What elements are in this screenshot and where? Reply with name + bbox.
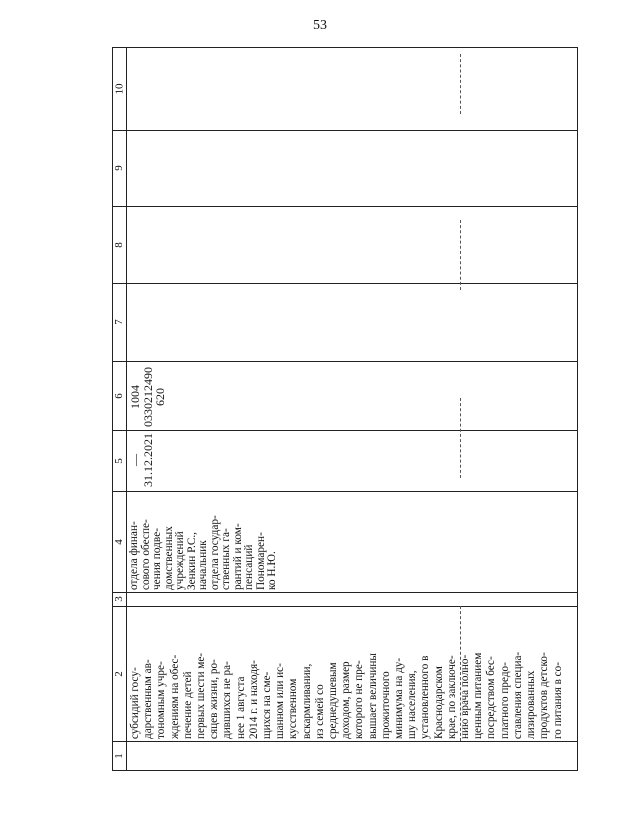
column-header-10: 10 xyxy=(113,83,125,94)
cell-col6-line: 0330212490 xyxy=(140,367,155,427)
cell-col2-line: установленного в xyxy=(419,655,432,739)
cell-col2-line: прожиточного xyxy=(379,671,392,739)
cell-col4-line: начальник xyxy=(197,540,209,590)
column-header-4: 4 xyxy=(113,538,125,545)
page-break-mark xyxy=(460,54,461,114)
cell-col2-line: 2014 г. и находя- xyxy=(247,660,260,739)
row-divider-7 xyxy=(112,361,578,362)
cell-col2-line: нее 1 августа xyxy=(234,676,247,739)
page-number: 53 xyxy=(313,18,327,33)
cell-col2-line: первых шести ме- xyxy=(195,652,208,739)
cell-col2-line: ждениям на обес- xyxy=(168,654,181,739)
cell-col4-line: отдела финан- xyxy=(128,521,140,590)
column-header-8: 8 xyxy=(113,241,125,248)
cell-col2-line: го питания в со- xyxy=(551,662,564,739)
header-row-divider xyxy=(126,47,127,771)
cell-col4-line: пенсаций xyxy=(243,544,255,590)
cell-col2-line: платного предо- xyxy=(498,662,511,739)
cell-col2-line: вышает величины xyxy=(366,653,379,739)
cell-col2-line: дившихся не ра- xyxy=(221,661,234,739)
cell-col6-line: 620 xyxy=(153,388,167,406)
cell-col4-line: Зенкин Р.С., xyxy=(185,531,198,590)
cell-col2-line: лизированных xyxy=(525,670,538,739)
cell-col2-line: сяцев жизни, ро- xyxy=(208,659,221,739)
row-divider-9 xyxy=(112,206,578,207)
cell-col4-line: домственных xyxy=(162,526,175,590)
cell-col4-line: ко Н.Ю. xyxy=(266,551,278,590)
cell-col5-line: — xyxy=(128,454,142,466)
cell-col4-line: отдела государ- xyxy=(208,515,221,590)
cell-col5-line: 31.12.2021 xyxy=(141,433,155,487)
cell-col4-line: чения подве- xyxy=(151,528,163,590)
cell-col2-line: продуктов детско- xyxy=(538,652,551,739)
row-divider-3 xyxy=(112,606,578,607)
column-header-3: 3 xyxy=(113,596,125,602)
cell-col4-line: Пономарен- xyxy=(254,532,267,590)
cell-col2-line: ставления специа- xyxy=(511,651,524,739)
cell-col2-line: доходом, размер xyxy=(340,661,353,739)
cell-col2-line: кусственном xyxy=(287,678,300,739)
page-break-mark xyxy=(460,220,461,290)
column-header-5: 5 xyxy=(113,457,125,464)
cell-col2-line: ценным питанием xyxy=(472,652,485,739)
cell-col2-line: крае, по заключе- xyxy=(445,655,458,739)
row-divider-6 xyxy=(112,430,578,431)
cell-col2-line: посредством бес- xyxy=(485,656,498,739)
cell-col2-line: тономным учре- xyxy=(155,661,168,739)
cell-col4-line: сового обеспе- xyxy=(139,519,152,590)
cell-col4-line: рантий и ком- xyxy=(231,523,244,590)
cell-col2-line: щихся на сме- xyxy=(261,671,274,739)
cell-col2-line: минимума на ду- xyxy=(393,657,406,739)
row-divider-8 xyxy=(112,283,578,284)
column-header-9: 9 xyxy=(113,165,125,171)
cell-col2-line: которого не пре- xyxy=(353,660,366,739)
cell-col4-line: ственных га- xyxy=(220,528,232,590)
cell-col2-line: среднедушевым xyxy=(327,662,340,739)
column-header-6: 6 xyxy=(113,392,125,399)
cell-col2-line: нию врача полно- xyxy=(459,654,472,739)
cell-col2-line: субсидий госу- xyxy=(129,667,141,739)
cell-col2-line: вскармливании, xyxy=(300,663,313,739)
row-divider-2 xyxy=(112,741,578,742)
cell-col6-line: 1004 xyxy=(128,385,142,409)
column-header-2: 2 xyxy=(113,670,125,677)
cell-col2-line: из семей со xyxy=(313,684,326,739)
page-break-mark xyxy=(460,398,461,478)
cell-col2-line: печение детей xyxy=(181,671,194,739)
cell-col2-line: Краснодарском xyxy=(432,666,445,739)
cell-col2-line: дарственным ав- xyxy=(142,659,155,739)
cell-col2-line: шу населения, xyxy=(406,670,419,739)
cell-col4-line: учреждений xyxy=(174,531,186,590)
row-divider-4 xyxy=(112,592,578,593)
column-header-1: 1 xyxy=(113,753,125,759)
row-divider-10 xyxy=(112,130,578,131)
cell-col2-line: шанном или ис- xyxy=(274,663,287,739)
column-header-7: 7 xyxy=(113,319,125,325)
